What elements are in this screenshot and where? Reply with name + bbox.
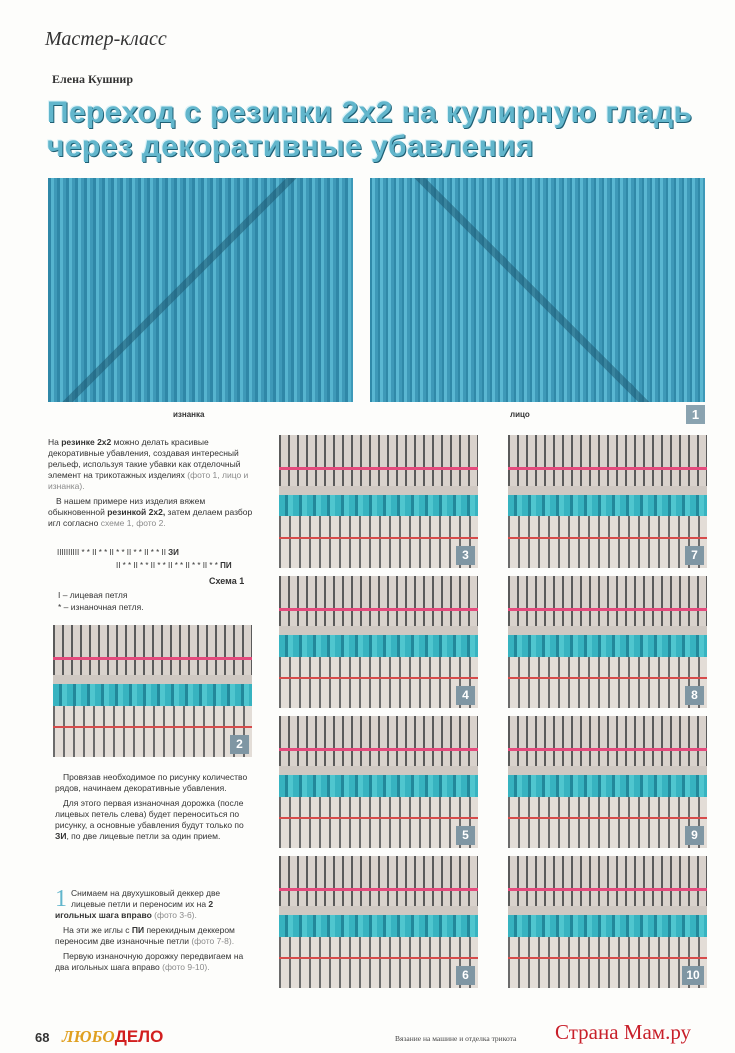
photo-2 <box>53 625 252 757</box>
photo-9 <box>508 716 707 848</box>
step-1-paragraph-1: 1 Снимаем на двухушковый деккер две лицевые петли и переносим их на 2 игольных шага вправо (фото 3-6). <box>55 886 221 920</box>
photo-number-7: 7 <box>685 546 704 565</box>
step-1-paragraph-3: Первую изнаночную дорожку передвигаем на два игольных шага вправо (фото 9-10). <box>55 951 244 972</box>
photo-10 <box>508 856 707 988</box>
author-name: Елена Кушнир <box>52 72 134 86</box>
photo-7 <box>508 435 707 568</box>
intro-paragraph-2: В нашем примере низ изделия вяжем обыкновенной резинкой 2х2, затем делаем разбор игл согласно схеме 1, фото 2. <box>48 496 253 528</box>
page-number: 68 <box>35 1030 50 1045</box>
intro-paragraph-1: На резинке 2х2 можно делать красивые декоративные убавления, создавая интересный рельеф, используя такие убавки как отделочный элемент на трикотажных изделиях (фото 1, лицо и изнанка). <box>48 437 249 491</box>
decrease-text <box>55 772 255 846</box>
footer-text: Вязание на машине и отделка трикота <box>395 1034 517 1043</box>
scheme-row-1: IIIIIIIIII * * II * * II * * II * * II * * II ЗИ <box>57 548 179 557</box>
decrease-paragraph-1: Провязав необходимое по рисунку количество рядов, начинаем декоративные убавления. <box>55 772 248 793</box>
photo-4 <box>279 576 478 708</box>
photo-5 <box>279 716 478 848</box>
photo-number-6: 6 <box>456 966 475 985</box>
intro-text <box>48 437 253 533</box>
step-number: 1 <box>55 886 67 912</box>
photo-number-4: 4 <box>456 686 475 705</box>
photo-number-2: 2 <box>230 735 249 754</box>
photo-number-5: 5 <box>456 826 475 845</box>
scheme-legend-2: * – изнаночная петля. <box>58 602 144 612</box>
photo-number-3: 3 <box>456 546 475 565</box>
scheme-row-2: II * * II * * II * * II * * II * * II * * ПИ <box>116 561 232 570</box>
caption-wrong-side: изнанка <box>173 410 205 419</box>
section-label: Мастер-класс <box>45 28 167 50</box>
photo-number-1: 1 <box>686 405 705 424</box>
photo-number-8: 8 <box>685 686 704 705</box>
photo-number-9: 9 <box>685 826 704 845</box>
photo-8 <box>508 576 707 708</box>
photo-6 <box>279 856 478 988</box>
step-1-text <box>55 888 255 977</box>
photo-3 <box>279 435 478 568</box>
watermark: Страна Мам.ру <box>555 1020 692 1044</box>
step-1-paragraph-2: На эти же иглы с ПИ перекидным деккером переносим две изнаночные петли (фото 7-8). <box>55 925 235 946</box>
article-title: Переход с резинки 2х2 на кулирную гладь через декоративные убавления <box>47 96 693 163</box>
photo-number-10: 10 <box>682 966 704 985</box>
magazine-logo: ЛЮБОДЕЛО <box>62 1027 164 1046</box>
photo-right-side <box>370 178 705 402</box>
scheme-title: Схема 1 <box>209 576 245 586</box>
scheme-legend-1: I – лицевая петля <box>58 590 128 600</box>
decrease-paragraph-2: Для этого первая изнаночная дорожка (после лицевых петель слева) будет переноситься по рисунку, а основные убавления будут только по ЗИ, по две лицевые петли за один прием. <box>55 798 244 841</box>
photo-wrong-side <box>48 178 353 402</box>
caption-right-side: лицо <box>510 410 530 419</box>
